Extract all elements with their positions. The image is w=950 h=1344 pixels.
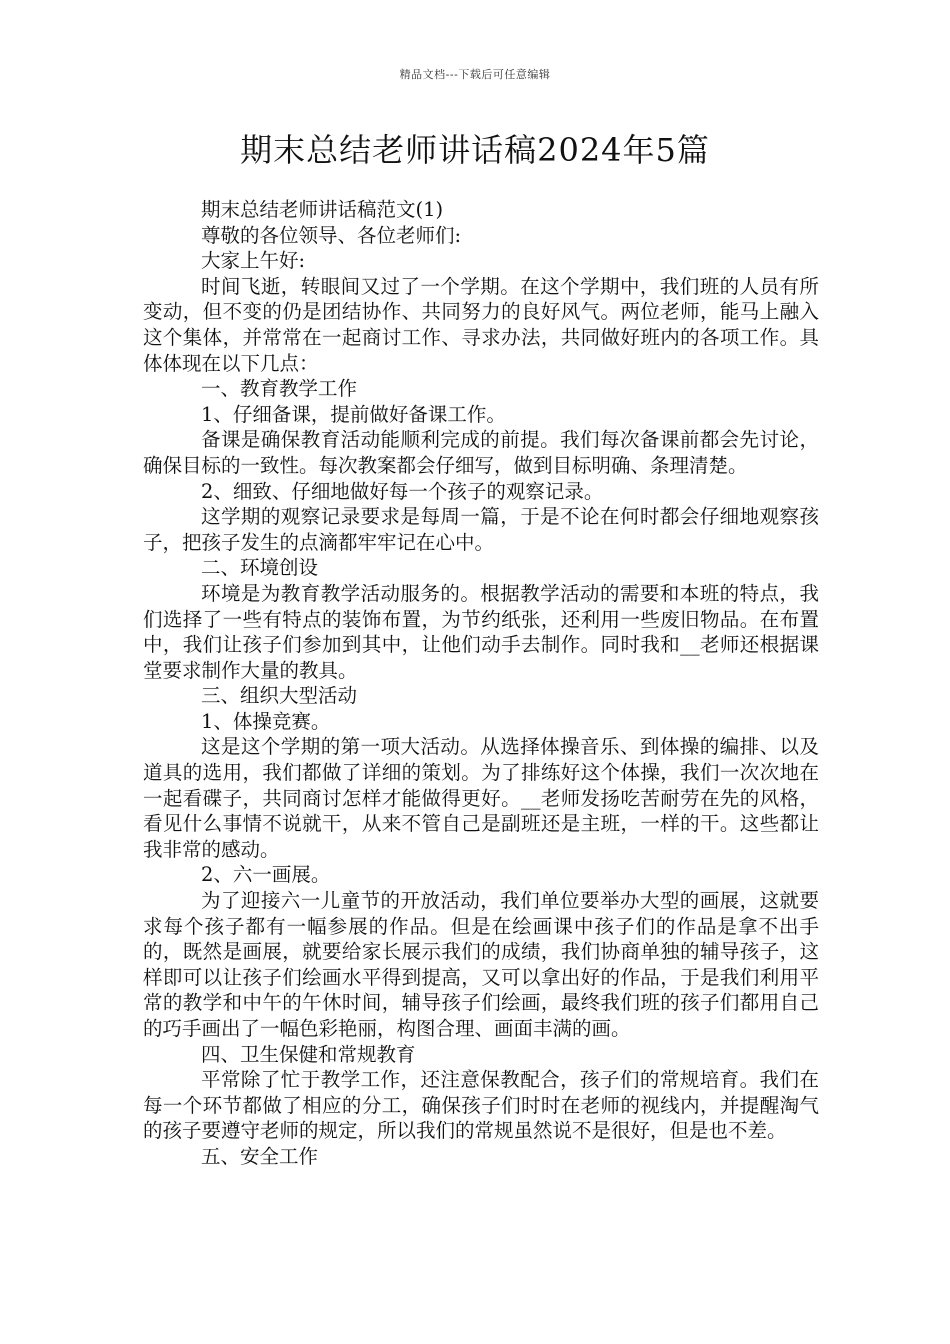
paragraph-hygiene: 平常除了忙于教学工作，还注意保教配合，孩子们的常规培育。我们在每一个环节都做了相应的分工，确保孩子们时时在老师的视线内，并提醒淘气的孩子要遵守老师的规定，所以我们的常规虽然说不是很好，但是也不差。 — [143, 1068, 819, 1143]
paragraph-salutation: 尊敬的各位领导、各位老师们: — [201, 223, 462, 247]
section-heading-environment: 二、环境创设 — [201, 556, 319, 580]
document-body — [143, 197, 819, 1170]
paragraph-prep: 备课是确保教育活动能顺利完成的前提。我们每次备课前都会先讨论，确保目标的一致性。每次教案都会仔细写，做到目标明确、条理清楚。 — [143, 428, 819, 477]
section-heading-safety: 五、安全工作 — [201, 1144, 319, 1168]
section-heading-teaching: 一、教育教学工作 — [201, 377, 358, 401]
subheading-prep: 1、仔细备课，提前做好备课工作。 — [201, 402, 506, 426]
paragraph-intro: 时间飞逝，转眼间又过了一个学期。在这个学期中，我们班的人员有所变动，但不变的仍是团结协作、共同努力的良好风气。两位老师，能马上融入这个集体，并常常在一起商讨工作、寻求办法，共同做好班内的各项工作。具体体现在以下几点： — [143, 274, 819, 375]
paragraph-observation: 这学期的观察记录要求是每周一篇，于是不论在何时都会仔细地观察孩子，把孩子发生的点滴都牢牢记在心中。 — [143, 505, 819, 554]
header-note: 精品文档---下载后可任意编辑 — [399, 68, 551, 81]
paragraph-gymnastics: 这是这个学期的第一项大活动。从选择体操音乐、到体操的编排、以及道具的选用，我们都做了详细的策划。为了排练好这个体操，我们一次次地在一起看碟子，共同商讨怎样才能做得更好。__老师发扬吃苦耐劳在先的风格，看见什么事情不说就干，从来不管自己是副班还是主班，一样的干。这些都让我非常的感动。 — [143, 735, 819, 861]
paragraph-greeting: 大家上午好: — [201, 249, 306, 273]
paragraph-subtitle: 期末总结老师讲话稿范文(1) — [201, 198, 444, 221]
paragraph-art-show: 为了迎接六一儿童节的开放活动，我们单位要举办大型的画展，这就要求每个孩子都有一幅参展的作品。但是在绘画课中孩子们的作品是拿不出手的，既然是画展，就要给家长展示我们的成绩，我们协商单独的辅导孩子，这样即可以让孩子们绘画水平得到提高，又可以拿出好的作品，于是我们利用平常的教学和中午的午休时间，辅导孩子们绘画，最终我们班的孩子们都用自己的巧手画出了一幅色彩艳丽，构图合理、画面丰满的画。 — [143, 889, 819, 1040]
section-heading-activities: 三、组织大型活动 — [201, 684, 358, 708]
paragraph-environment: 环境是为教育教学活动服务的。根据教学活动的需要和本班的特点，我们选择了一些有特点的装饰布置，为节约纸张，还利用一些废旧物品。在布置中，我们让孩子们参加到其中，让他们动手去制作。同时我和__老师还根据课堂要求制作大量的教具。 — [143, 581, 819, 682]
section-heading-hygiene: 四、卫生保健和常规教育 — [201, 1042, 416, 1066]
subheading-gymnastics: 1、体操竞赛。 — [201, 709, 331, 733]
subheading-art-show: 2、六一画展。 — [201, 863, 331, 887]
document-title: 期末总结老师讲话稿2024年5篇 — [240, 131, 710, 169]
subheading-observation: 2、细致、仔细地做好每一个孩子的观察记录。 — [201, 479, 604, 503]
